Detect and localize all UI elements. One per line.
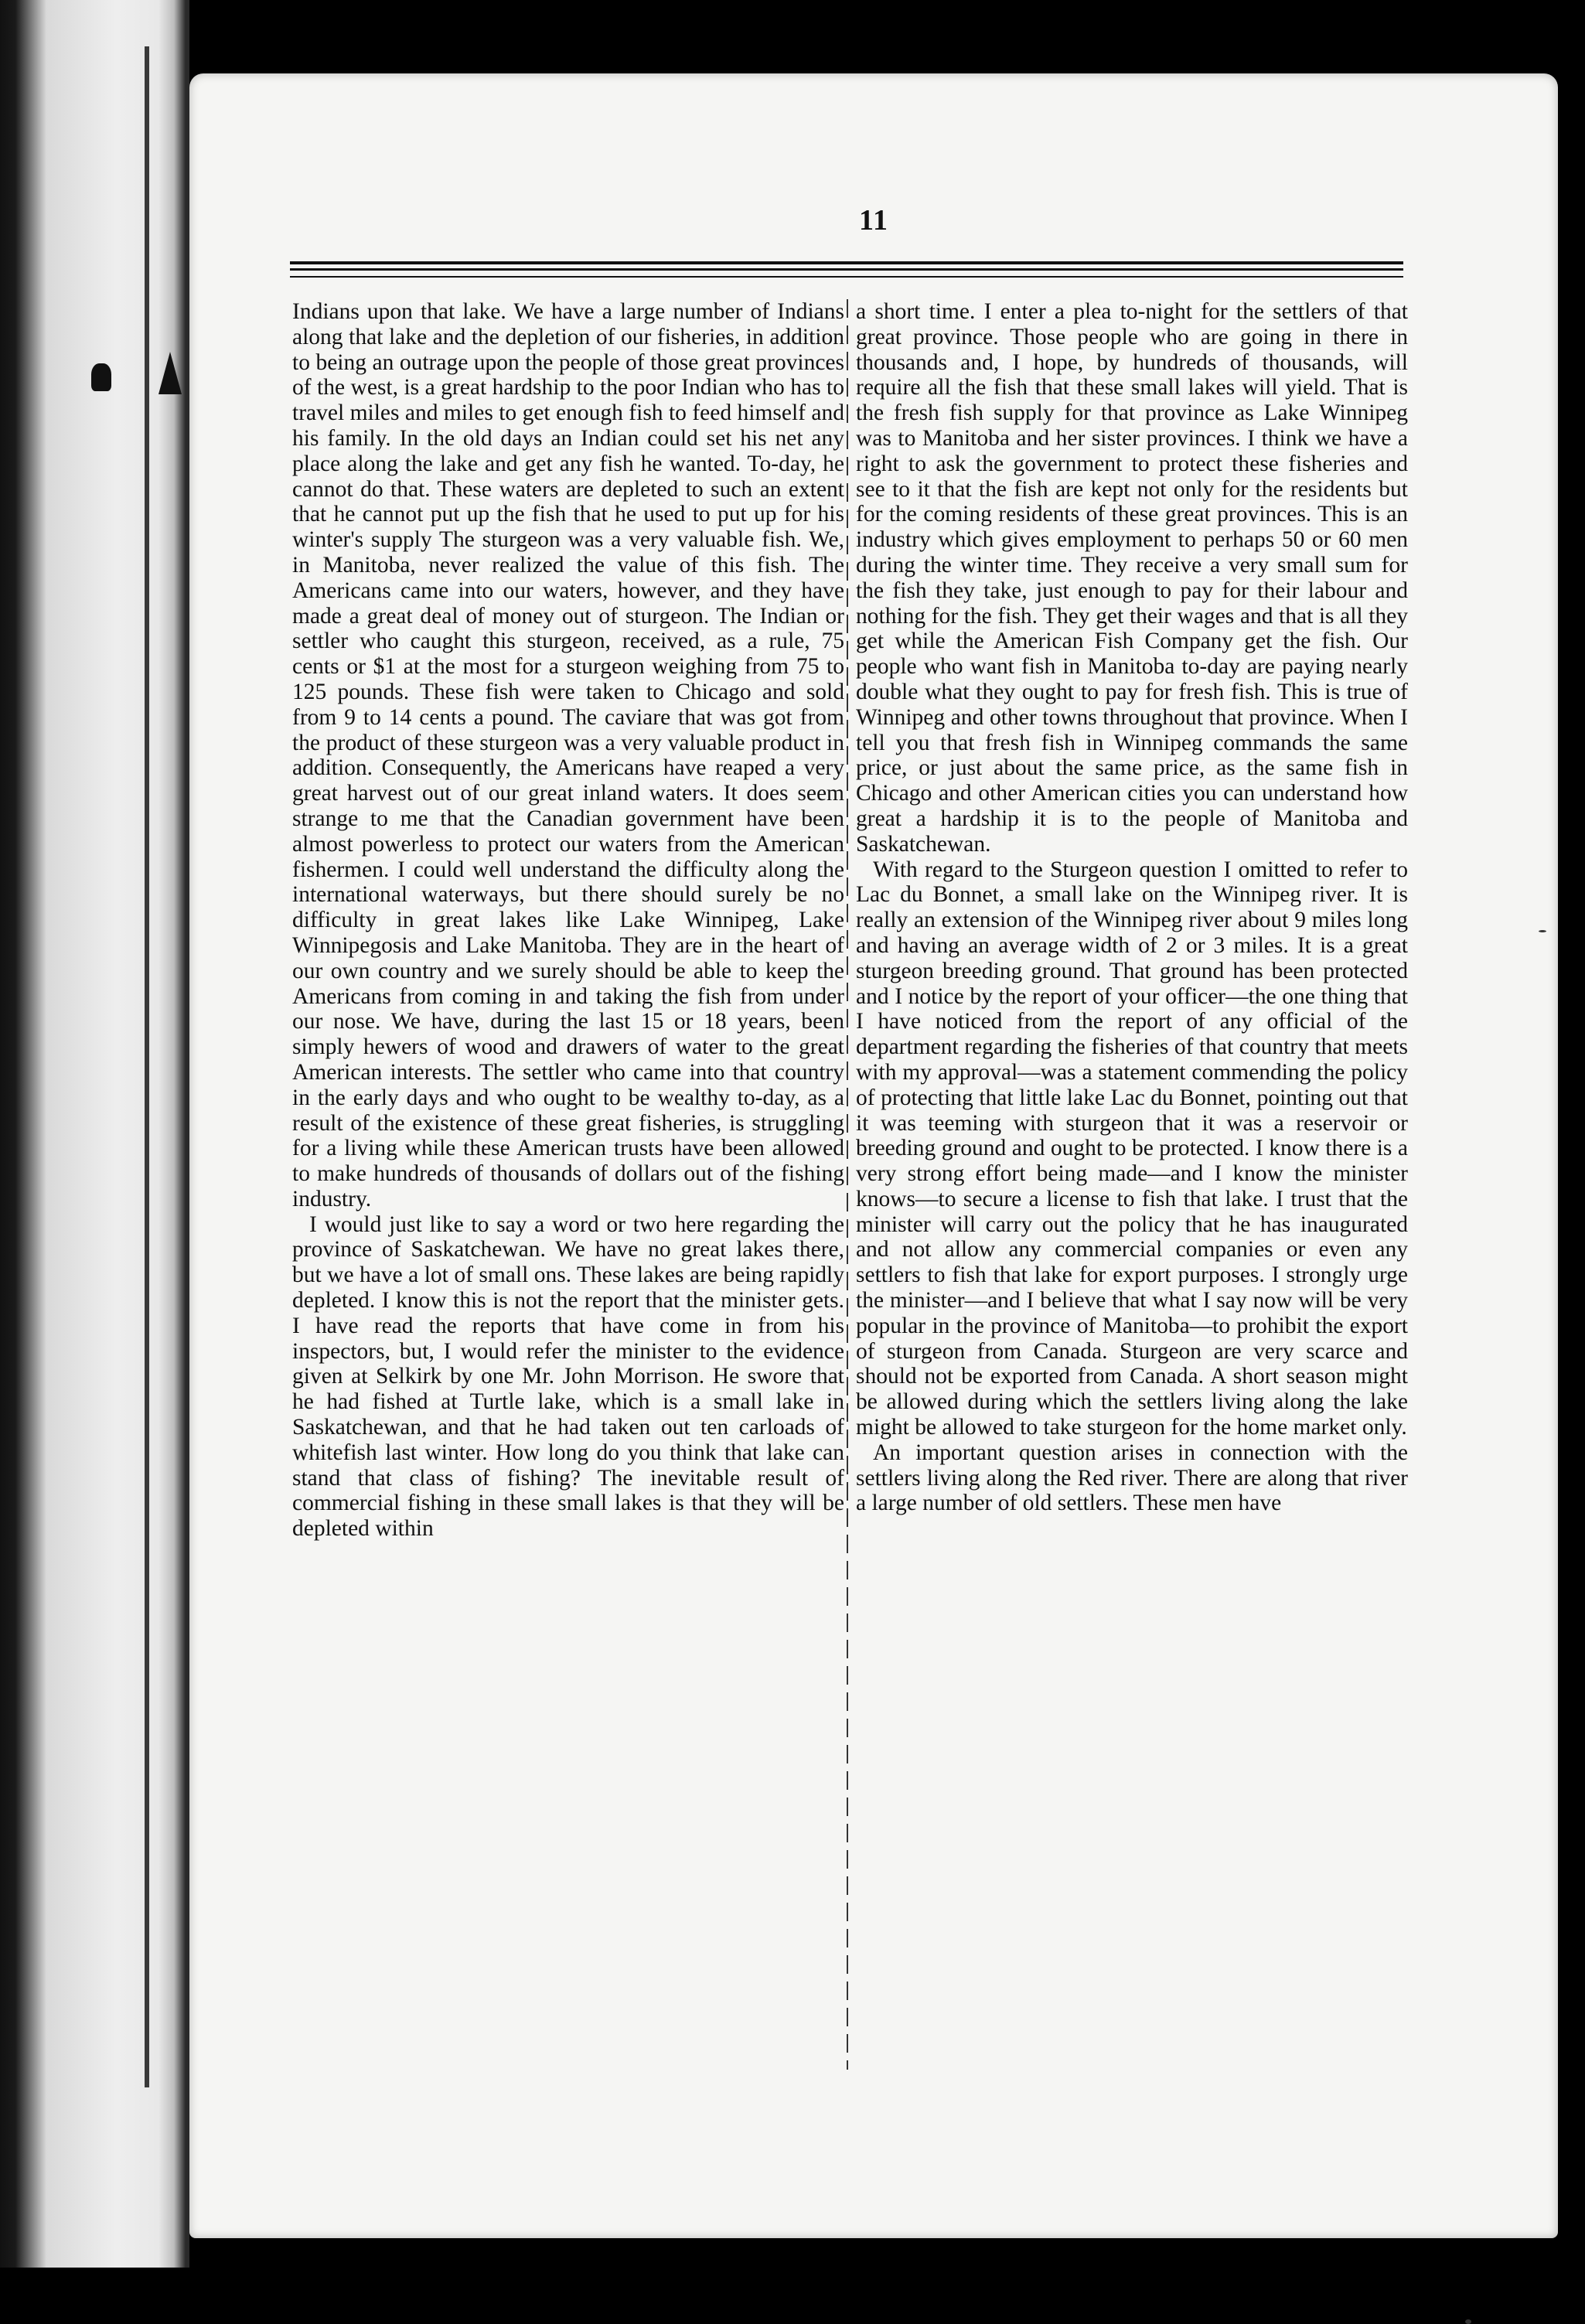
header-rule xyxy=(290,261,1403,264)
scan-speck xyxy=(1465,2319,1471,2324)
right-text-column xyxy=(856,299,1408,1516)
document-page xyxy=(189,73,1558,2238)
page-number: 11 xyxy=(859,204,888,237)
paragraph: a short time. I enter a plea to-night for the settlers of that great province. Those people who are going in there in thousands and, I hope, by hundreds of thousands, will require all the fish that these small lakes will yield. That is the fresh fish supply for that province as Lake Winnipeg was to Manitoba and her sister provinces. I think we have a right to ask the government to protect these fisheries and see to it that the fish are kept not only for the residents but for the coming residents of these great provinces. This is an industry which gives employment to perhaps 50 or 60 men during the winter time. They receive a very small sum for the fish they take, just enough to pay for their labour and nothing for the fish. They get their wages and that is all they get while the American Fish Company get the fish. Our people who want fish in Manitoba to-day are paying nearly double what they ought to pay for fresh fish. This is true of Winnipeg and other towns throughout that province. When I tell you that fresh fish in Winnipeg commands the same price, or just about the same price, as the same fish in Chicago and other American cities you can understand how great a hardship it is to the people of Manitoba and Saskatchewan. xyxy=(856,299,1408,857)
paragraph: Indians upon that lake. We have a large number of Indians along that lake and the depletion of our fisheries, in addition to being an outrage upon the people of those great provinces of the west, is a great hardship to the poor Indian who has to travel miles and miles to get enough fish to feed himself and his family. In the old days an Indian could set his net any place along the lake and get any fish he wanted. To-day, he cannot do that. These waters are depleted to such an extent that he cannot put up the fish that he used to put up for his winter's supply The sturgeon was a very valuable fish. We, in Manitoba, never realized the value of this fish. The Americans came into our waters, however, and they have made a great deal of money out of sturgeon. The Indian or settler who caught this sturgeon, received, as a rule, 75 cents or $1 at the most for a sturgeon weighing from 75 to 125 pounds. These fish were taken to Chicago and sold from 9 to 14 cents a pound. The caviare that was got from the product of these sturgeon was a very valuable product in addition. Consequently, the Americans have reaped a very great harvest out of our great inland waters. It does seem strange to me that the Canadian government have been almost powerless to protect our waters from the American fishermen. I could well understand the difficulty along the international waterways, but there should surely be no difficulty in great lakes like Lake Winnipeg, Lake Winnipegosis and Lake Manitoba. They are in the heart of our own country and we surely should be able to keep the Americans from coming in and taking the fish from under our nose. We have, during the last 15 or 18 years, been simply hewers of wood and drawers of water to the great American interests. The settler who came into that country in the early days and who ought to be wealthy to-day, as a result of the existence of these great fisheries, is struggling for a living while these American trusts have been allowed to make hundreds of thousands of dollars out of the fishing industry. xyxy=(292,299,844,1211)
left-text-column xyxy=(292,299,844,1542)
paragraph: An important question arises in connection with the settlers living along the Red river. There are along that river a large number of old settlers. These men have xyxy=(856,1440,1408,1516)
header-rule xyxy=(290,276,1403,278)
paragraph: I would just like to say a word or two here regarding the province of Saskatchewan. We have no great lakes there, but we have a lot of small ons. These lakes are being rapidly depleted. I know this is not the report that the minister gets. I have read the reports that have come in from his inspectors, but, I would refer the minister to the evidence given at Selkirk by one Mr. John Morrison. He swore that he had fished at Turtle lake, which is a small lake in Saskatchewan, and that he had taken out ten carloads of whitefish last winter. How long do you think that lake can stand that class of fishing? The inevitable result of commercial fishing in these small lakes is that they will be depleted within xyxy=(292,1211,844,1542)
scan-speck xyxy=(1539,930,1546,932)
header-rule xyxy=(290,268,1403,271)
previous-page-edge xyxy=(0,0,189,2268)
column-divider xyxy=(847,299,848,2070)
paragraph: With regard to the Sturgeon question I omitted to refer to Lac du Bonnet, a small lake on the Winnipeg river. It is really an extension of the Winnipeg river about 9 miles long and having an average width of 2 or 3 miles. It is a great sturgeon breeding ground. That ground has been protected and I notice by the report of your officer—the one thing that I have noticed from the report of any official of the department regarding the fisheries of that country that meets with my approval—was a statement commending the policy of protecting that little lake Lac du Bonnet, pointing out that it was teeming with sturgeon that it was a reservoir or breeding ground and ought to be protected. I know there is a very strong effort being made—and I know the minister knows—to secure a license to fish that lake. I trust that the minister will carry out the policy that he has inaugurated and not allow any commercial companies or even any settlers to fish that lake for export purposes. I strongly urge the minister—and I believe that what I say now will be very popular in the province of Manitoba—to prohibit the export of sturgeon from Canada. Sturgeon are very scarce and should not be exported from Canada. A short season might be allowed during which the settlers living along the lake might be allowed to take sturgeon for the home market only. xyxy=(856,857,1408,1440)
ink-mark xyxy=(91,363,111,391)
binding-edge-line xyxy=(145,46,149,2087)
